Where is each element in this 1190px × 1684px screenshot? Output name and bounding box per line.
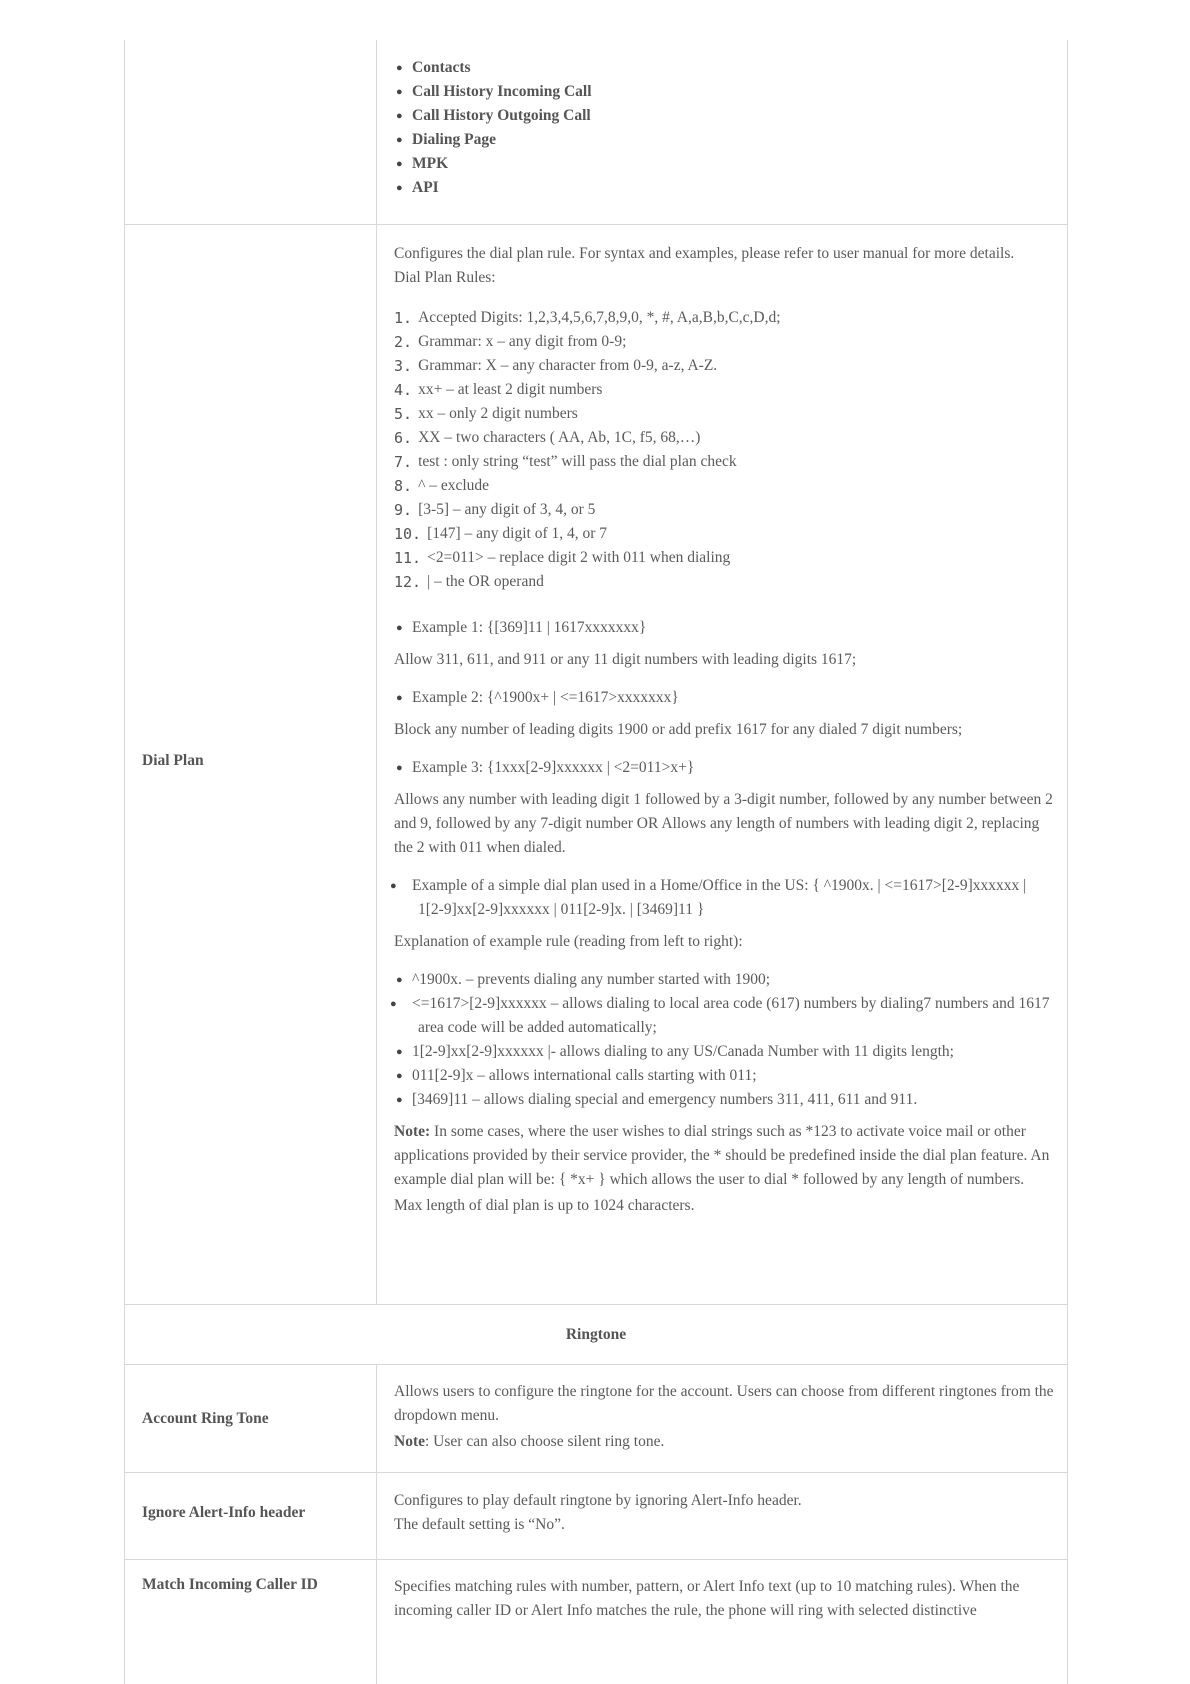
example-3-description: Allows any number with leading digit 1 followed by a 3-digit number, followed by any number between 2 and 9, followed by any 7-digit number OR Allows any length of numbers with leading digit 2, replacing the 2 with 011 when dialed. <box>394 791 1053 856</box>
account-ring-tone-label: Account Ring Tone <box>142 1410 269 1427</box>
list-item: 12. | – the OR operand <box>394 573 544 591</box>
list-item: ● Call History Outgoing Call <box>394 104 1054 128</box>
table-column-divider <box>376 40 377 1305</box>
example-3: ● Example 3: {1xxx[2-9]xxxxxx | <2=011>x+} <box>394 756 1054 780</box>
table-border-left <box>124 40 125 1684</box>
row-divider <box>124 224 1068 225</box>
example-home-office: ● Example of a simple dial plan used in a Home/Office in the US: { ^1900x. | <=1617>[2-9]xxxxxx | 1[2-9]xx[2-9]xxxxxx | 011[2-9]x. | [3469]11 } <box>394 874 1054 922</box>
explanation-list <box>394 968 1054 1112</box>
list-item: ● API <box>394 176 1054 200</box>
row-divider <box>124 1559 1068 1560</box>
list-item: ● Dialing Page <box>394 128 1054 152</box>
section-title-ringtone: Ringtone <box>565 1326 627 1343</box>
list-item: ● ^1900x. – prevents dialing any number started with 1900; <box>394 968 1054 992</box>
match-incoming-caller-id-label: Match Incoming Caller ID <box>142 1576 318 1593</box>
example-2-description: Block any number of leading digits 1900 or add prefix 1617 for any dialed 7 digit numbers; <box>394 721 963 738</box>
example-1-description: Allow 311, 611, and 911 or any 11 digit numbers with leading digits 1617; <box>394 651 857 668</box>
option-list <box>394 56 1054 200</box>
match-incoming-caller-id-desc: Specifies matching rules with number, pattern, or Alert Info text (up to 10 matching rules). When the incoming caller ID or Alert Info matches the rule, the phone will ring with selected distinctive <box>394 1578 1020 1619</box>
ignore-alert-info-default: The default setting is “No”. <box>394 1516 565 1533</box>
example-1: ● Example 1: {[369]11 | 1617xxxxxxx} <box>394 616 1054 640</box>
ignore-alert-info-desc: Configures to play default ringtone by ignoring Alert-Info header. <box>394 1492 802 1509</box>
list-item: 4. xx+ – at least 2 digit numbers <box>394 381 603 399</box>
row-divider <box>124 1472 1068 1473</box>
list-item: 3. Grammar: X – any character from 0-9, a-z, A-Z. <box>394 357 718 375</box>
dial-plan-intro: Configures the dial plan rule. For syntax and examples, please refer to user manual for more details. <box>394 245 1015 262</box>
note-text: : User can also choose silent ring tone. <box>425 1433 665 1450</box>
dial-plan-description <box>394 242 1054 1218</box>
list-item: 5. xx – only 2 digit numbers <box>394 405 578 423</box>
list-item: ● MPK <box>394 152 1054 176</box>
dial-plan-rules-title: Dial Plan Rules: <box>394 269 496 286</box>
note-label: Note <box>394 1433 425 1450</box>
list-item: 8. ^ – exclude <box>394 477 490 495</box>
list-item: 6. XX – two characters ( AA, Ab, 1C, f5, 68,…) <box>394 429 701 447</box>
account-ring-tone-description <box>394 1380 1054 1454</box>
dial-plan-rules-list <box>394 306 1054 594</box>
list-item: ● [3469]11 – allows dialing special and emergency numbers 311, 411, 611 and 911. <box>394 1088 1054 1112</box>
ignore-alert-info-description <box>394 1489 1054 1537</box>
row-divider <box>124 1304 1068 1305</box>
list-item: 10. [147] – any digit of 1, 4, or 7 <box>394 525 608 543</box>
dial-plan-label: Dial Plan <box>142 752 204 769</box>
list-item: 2. Grammar: x – any digit from 0-9; <box>394 333 627 351</box>
example-2: ● Example 2: {^1900x+ | <=1617>xxxxxxx} <box>394 686 1054 710</box>
parameter-table <box>124 40 1068 1684</box>
ignore-alert-info-label: Ignore Alert-Info header <box>142 1504 306 1521</box>
list-item: ● Contacts <box>394 56 1054 80</box>
note-label: Note: <box>394 1123 431 1140</box>
table-border-right <box>1067 40 1068 1684</box>
explanation-title: Explanation of example rule (reading from left to right): <box>394 933 743 950</box>
row-divider <box>124 1364 1068 1365</box>
list-item: ● <=1617>[2-9]xxxxxx – allows dialing to local area code (617) numbers by dialing7 numbers and 1617 area code will be added automatically; <box>394 992 1054 1040</box>
note-text: In some cases, where the user wishes to dial strings such as *123 to activate voice mail or other applications provided by their service provider, the * should be predefined inside the dial plan feature. An example dial plan will be: { *x+ } which allows the user to dial * followed by any length of numbers. <box>394 1123 1050 1188</box>
account-ring-tone-desc: Allows users to configure the ringtone for the account. Users can choose from different ringtones from the dropdown menu. <box>394 1383 1054 1424</box>
match-incoming-caller-id-description <box>394 1575 1054 1623</box>
list-item: ● 1[2-9]xx[2-9]xxxxxx |- allows dialing to any US/Canada Number with 11 digits length; <box>394 1040 1054 1064</box>
list-item: 7. test : only string “test” will pass the dial plan check <box>394 453 737 471</box>
dial-plan-note <box>394 1120 1054 1192</box>
list-item: 11. <2=011> – replace digit 2 with 011 when dialing <box>394 549 731 567</box>
list-item: ● 011[2-9]x – allows international calls starting with 011; <box>394 1064 1054 1088</box>
list-item: 1. Accepted Digits: 1,2,3,4,5,6,7,8,9,0, *, #, A,a,B,b,C,c,D,d; <box>394 309 781 327</box>
dial-plan-max-length: Max length of dial plan is up to 1024 characters. <box>394 1197 695 1214</box>
account-ring-tone-note <box>394 1430 1054 1454</box>
list-item: ● Call History Incoming Call <box>394 80 1054 104</box>
list-item: 9. [3-5] – any digit of 3, 4, or 5 <box>394 501 596 519</box>
table-column-divider <box>376 1365 377 1684</box>
